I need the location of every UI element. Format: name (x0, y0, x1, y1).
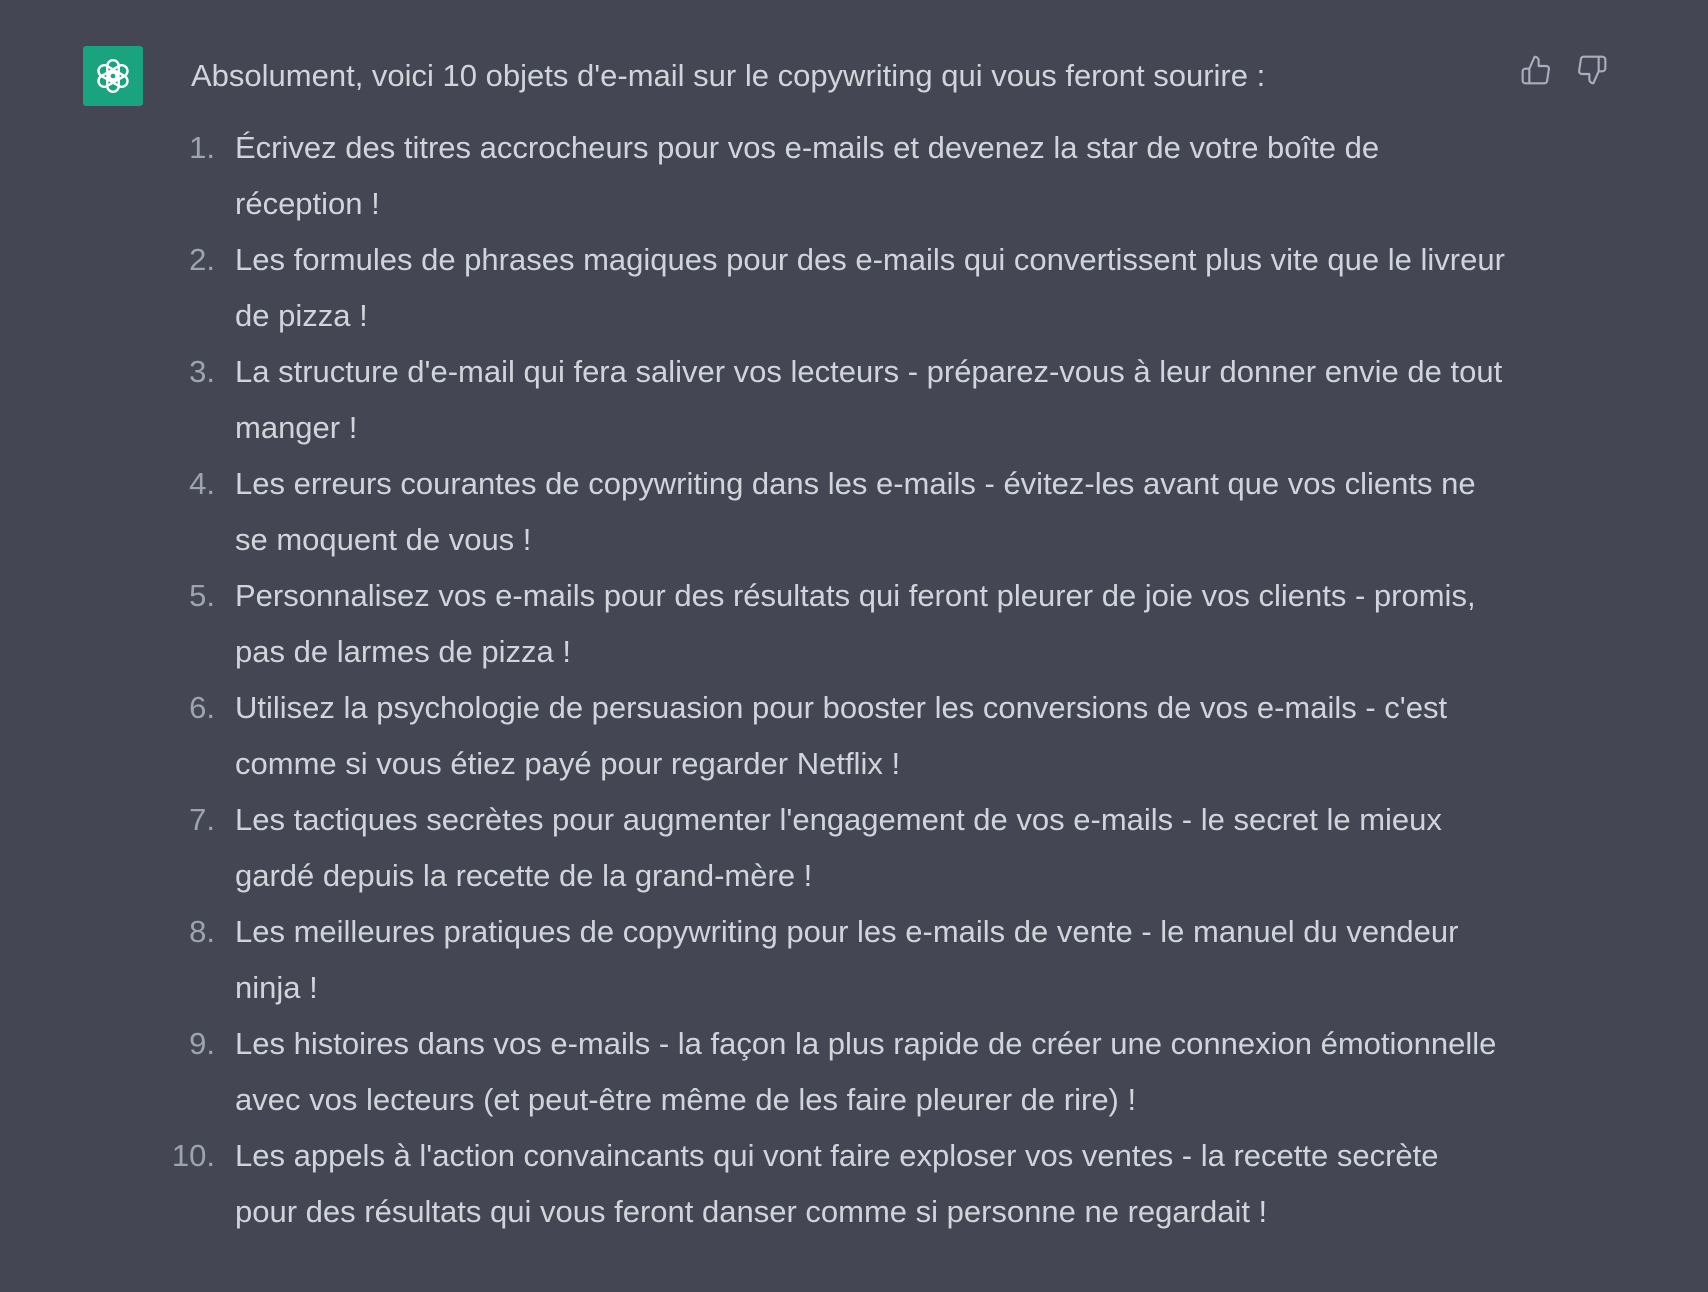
list-number: 6. (189, 690, 215, 725)
openai-logo-icon (91, 54, 135, 98)
list-item-text: Les erreurs courantes de copywriting dans les e-mails - évitez-les avant que vos clients ne se moquent de vous ! (235, 466, 1476, 557)
thumbs-down-icon (1576, 54, 1608, 86)
list-item (191, 680, 1505, 792)
list-number: 8. (189, 914, 215, 949)
list-number: 5. (189, 578, 215, 613)
list-number: 2. (189, 242, 215, 277)
thumbs-down-button[interactable] (1574, 52, 1610, 88)
list-item (191, 1016, 1505, 1128)
list-item-text: Les histoires dans vos e-mails - la façon la plus rapide de créer une connexion émotionnelle avec vos lecteurs (et peut-être même de les faire pleurer de rire) ! (235, 1026, 1497, 1117)
feedback-controls (1518, 52, 1610, 88)
list-number: 10. (171, 1138, 215, 1173)
list-item-text: Écrivez des titres accrocheurs pour vos e-mails et devenez la star de votre boîte de réception ! (235, 130, 1380, 221)
list-item (191, 568, 1505, 680)
list-item (191, 456, 1505, 568)
list-number: 7. (189, 802, 215, 837)
list-number: 9. (189, 1026, 215, 1061)
list-item-text: La structure d'e-mail qui fera saliver vos lecteurs - préparez-vous à leur donner envie de tout manger ! (235, 354, 1503, 445)
list-item (191, 904, 1505, 1016)
email-subject-list (171, 120, 1505, 1240)
list-item (191, 792, 1505, 904)
list-item-text: Les appels à l'action convaincants qui vont faire exploser vos ventes - la recette secrète pour des résultats qui vous feront danser comme si personne ne regardait ! (235, 1138, 1439, 1229)
assistant-avatar (83, 46, 143, 106)
list-number: 3. (189, 354, 215, 389)
list-number: 1. (189, 130, 215, 165)
thumbs-up-button[interactable] (1518, 52, 1554, 88)
list-item-text: Les formules de phrases magiques pour des e-mails qui convertissent plus vite que le livreur de pizza ! (235, 242, 1505, 333)
list-item-text: Les meilleures pratiques de copywriting pour les e-mails de vente - le manuel du vendeur ninja ! (235, 914, 1459, 1005)
list-item (171, 1128, 1505, 1240)
list-item-text: Personnalisez vos e-mails pour des résultats qui feront pleurer de joie vos clients - promis, pas de larmes de pizza ! (235, 578, 1476, 669)
list-item-text: Les tactiques secrètes pour augmenter l'engagement de vos e-mails - le secret le mieux gardé depuis la recette de la grand-mère ! (235, 802, 1442, 893)
list-item (191, 232, 1505, 344)
list-item (191, 344, 1505, 456)
list-number: 4. (189, 466, 215, 501)
message-content (171, 50, 1505, 1240)
message-intro: Absolument, voici 10 objets d'e-mail sur le copywriting qui vous feront sourire : (191, 58, 1266, 93)
list-item (191, 120, 1505, 232)
thumbs-up-icon (1520, 54, 1552, 86)
list-item-text: Utilisez la psychologie de persuasion pour booster les conversions de vos e-mails - c'est comme si vous étiez payé pour regarder Netflix ! (235, 690, 1448, 781)
